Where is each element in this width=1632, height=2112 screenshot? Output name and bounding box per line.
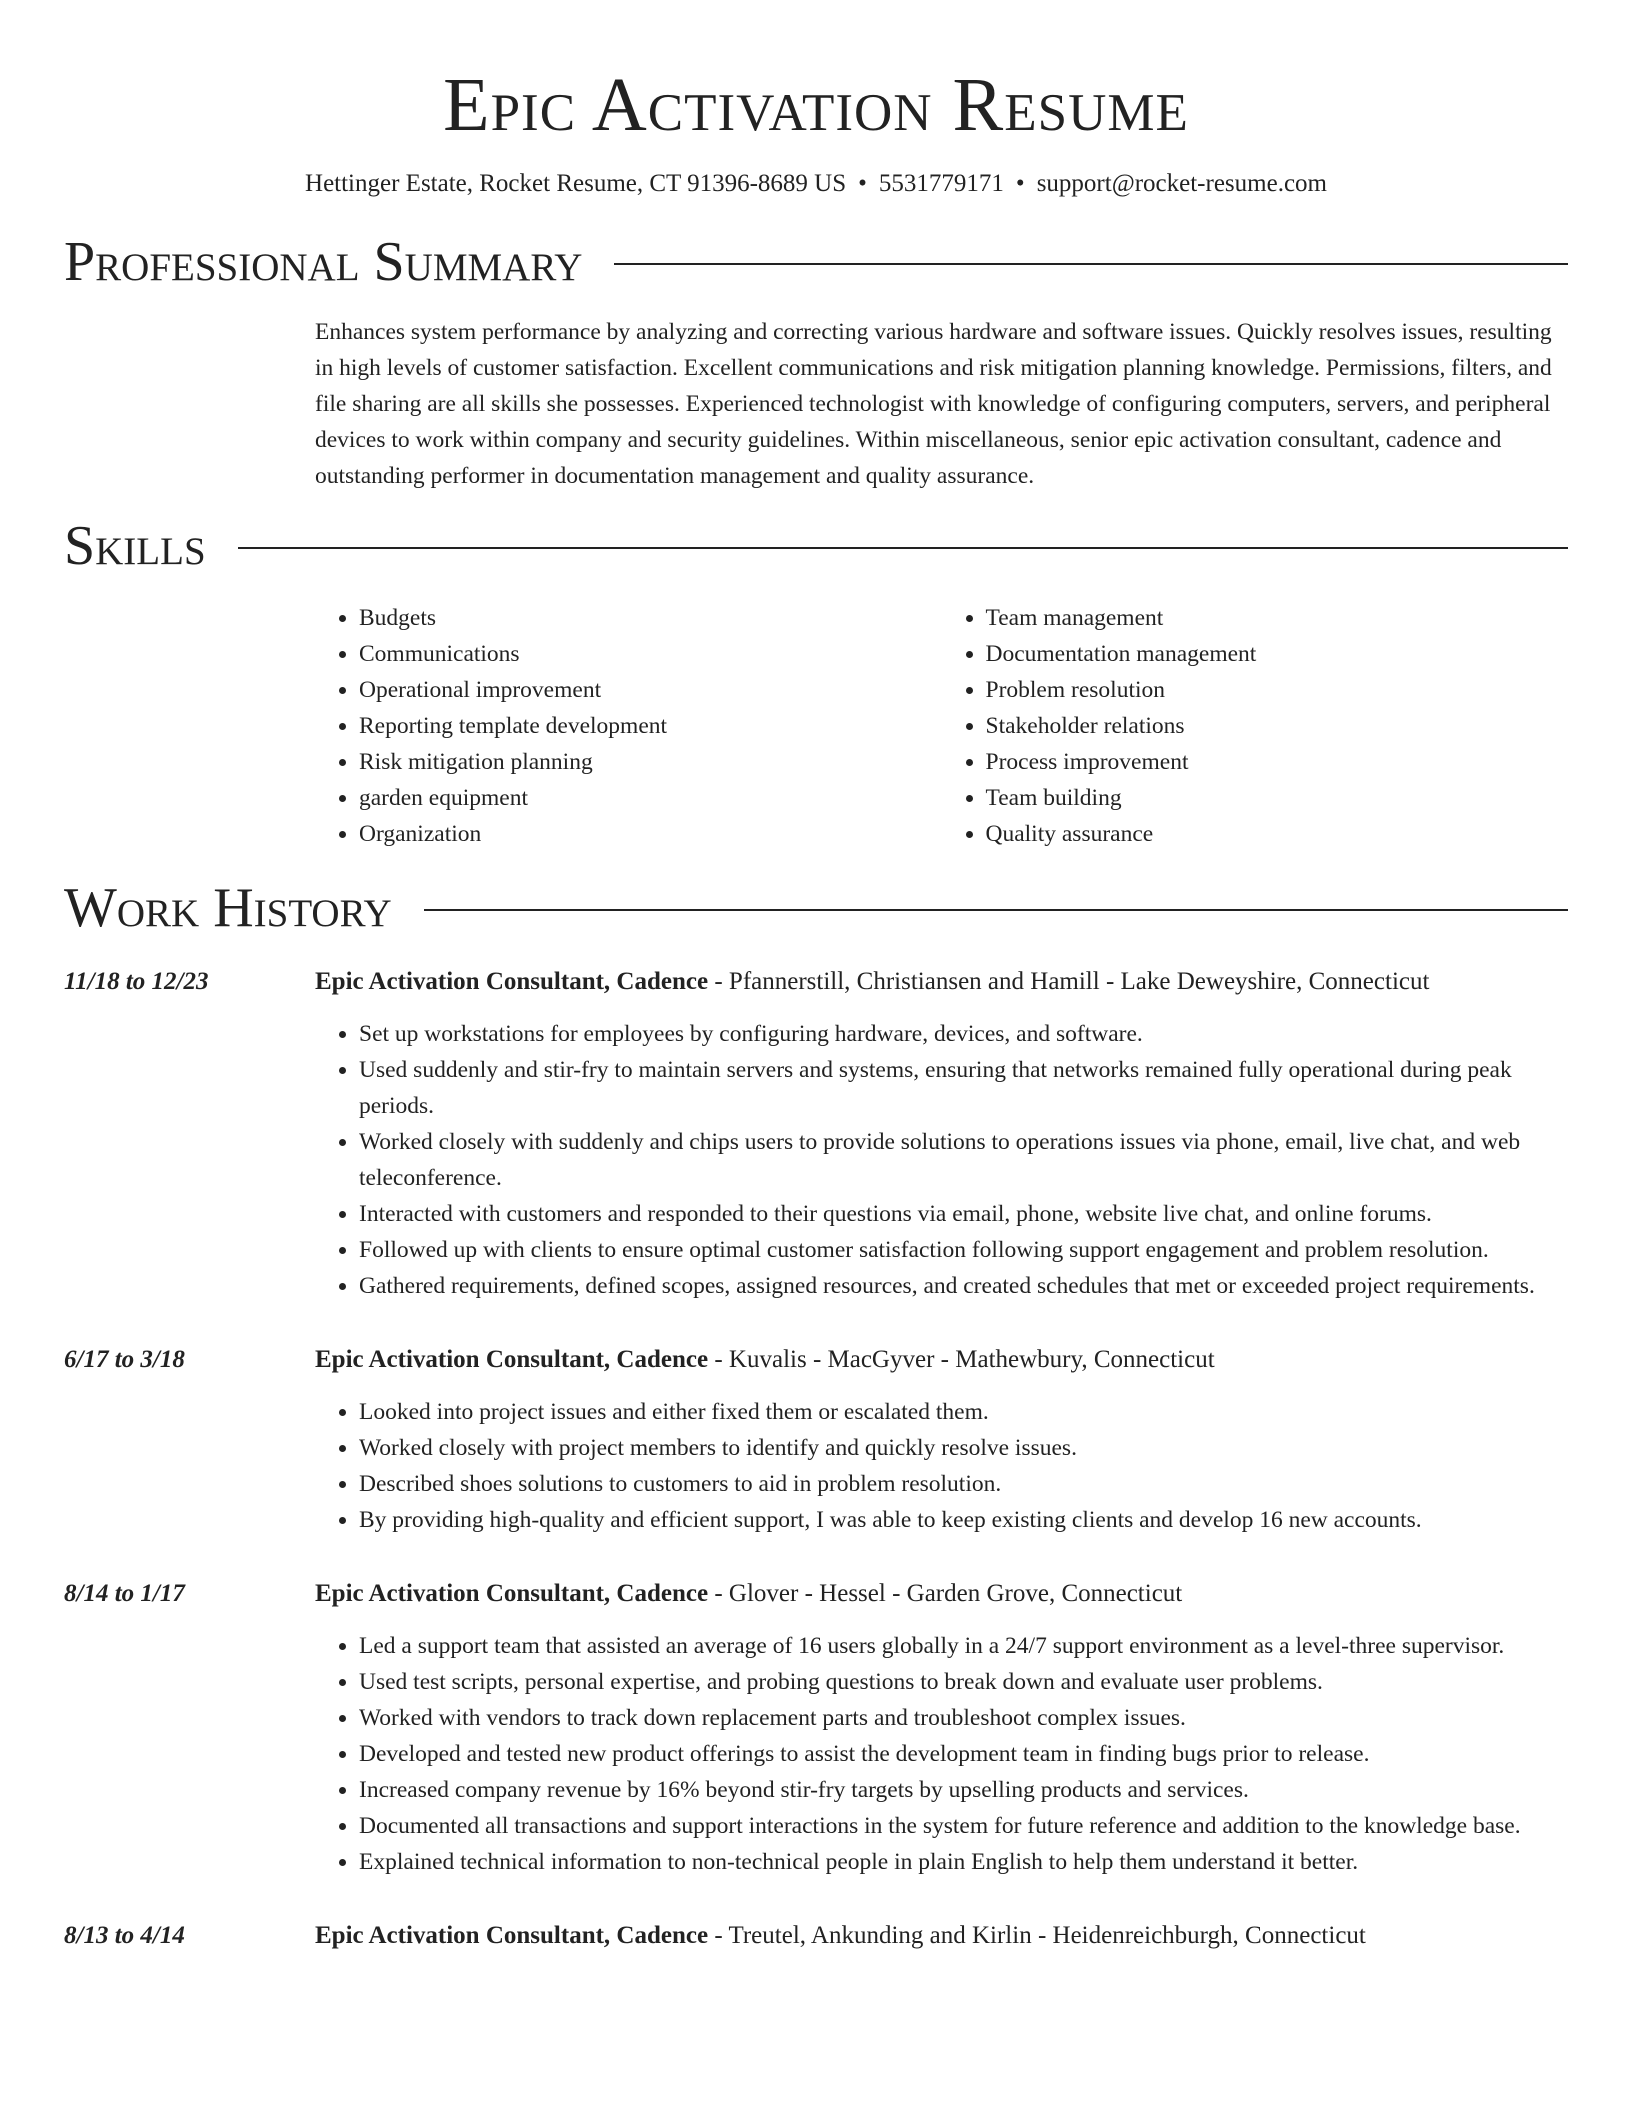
job-info (315, 1342, 1215, 1378)
job-bullet: • Led a support team that assisted an average of 16 users globally in a 24/7 support environment as a level-three supervisor. (359, 1628, 1568, 1664)
job-header (64, 964, 1568, 1000)
skill-item: • Operational improvement (359, 672, 942, 708)
job-bullet: • Worked closely with suddenly and chips users to provide solutions to operations issues via phone, email, live chat, and web teleconference. (359, 1124, 1568, 1196)
skill-item: • Quality assurance (986, 816, 1569, 852)
section-divider (614, 263, 1568, 265)
job-title: Epic Activation Consultant, Cadence (315, 968, 709, 995)
skills-heading: Skills (64, 515, 206, 577)
contact-address: Hettinger Estate, Rocket Resume, CT 91396-8689 US (305, 170, 847, 197)
job-dates: 8/13 to 4/14 (64, 1922, 185, 1949)
skill-item: • Organization (359, 816, 942, 852)
job-bullet: • Developed and tested new product offerings to assist the development team in finding bugs prior to release. (359, 1736, 1568, 1772)
job-bullet: • Explained technical information to non-technical people in plain English to help them understand it better. (359, 1844, 1568, 1880)
job-title: Epic Activation Consultant, Cadence (315, 1580, 709, 1607)
skill-item: • Team building (986, 780, 1569, 816)
job-header (64, 1918, 1568, 1954)
section-divider (238, 547, 1568, 549)
job-entry (64, 964, 1568, 1304)
job-info (315, 964, 1429, 1000)
skills-list-left (315, 600, 942, 852)
job-bullet: • Interacted with customers and responded to their questions via email, phone, website live chat, and online forums. (359, 1196, 1568, 1232)
skill-item: • Risk mitigation planning (359, 744, 942, 780)
job-title: Epic Activation Consultant, Cadence (315, 1346, 709, 1373)
job-entry (64, 1342, 1568, 1538)
job-dates: 8/14 to 1/17 (64, 1580, 185, 1607)
skills-columns (315, 600, 1568, 852)
job-bullet: • Increased company revenue by 16% beyond stir-fry targets by upselling products and services. (359, 1772, 1568, 1808)
job-bullet: • Used suddenly and stir-fry to maintain servers and systems, ensuring that networks remained fully operational during peak periods. (359, 1052, 1568, 1124)
job-bullets (315, 1016, 1568, 1304)
job-bullet: • Set up workstations for employees by configuring hardware, devices, and software. (359, 1016, 1568, 1052)
skill-item: • Problem resolution (986, 672, 1569, 708)
contact-separator: • (858, 170, 867, 197)
skill-item: • Communications (359, 636, 942, 672)
job-dates: 11/18 to 12/23 (64, 968, 209, 995)
skill-item: • Team management (986, 600, 1569, 636)
job-bullet: • Documented all transactions and support interactions in the system for future reference and addition to the knowledge base. (359, 1808, 1568, 1844)
job-bullet: • Looked into project issues and either fixed them or escalated them. (359, 1394, 1568, 1430)
job-info (315, 1576, 1182, 1612)
job-bullets (315, 1628, 1568, 1880)
job-bullet: • Followed up with clients to ensure optimal customer satisfaction following support engagement and problem resolution. (359, 1232, 1568, 1268)
summary-section-header (64, 230, 1568, 294)
job-title: Epic Activation Consultant, Cadence (315, 1922, 709, 1949)
skills-section-header (64, 514, 1568, 578)
skill-item: • Stakeholder relations (986, 708, 1569, 744)
contact-line (64, 168, 1568, 200)
job-employer-location: - Kuvalis - MacGyver - Mathewbury, Connecticut (708, 1346, 1215, 1373)
summary-text: Enhances system performance by analyzing and correcting various hardware and software issues. Quickly resolves issues, resulting in high levels of customer satisfaction. Excellent communications and risk mitigation planning knowledge. Permissions, filters, and file sharing are all skills she possesses. Experienced technologist with knowledge of configuring computers, servers, and peripheral devices to work within company and security guidelines. Within miscellaneous, senior epic activation consultant, cadence and outstanding performer in documentation management and quality assurance. (315, 319, 1552, 489)
job-bullet: • Gathered requirements, defined scopes, assigned resources, and created schedules that met or exceeded project requirements. (359, 1268, 1568, 1304)
job-header (64, 1342, 1568, 1378)
resume-title: Epic Activation Resume (443, 63, 1189, 147)
skill-item: • Documentation management (986, 636, 1569, 672)
skill-item: • Reporting template development (359, 708, 942, 744)
summary-heading: Professional Summary (64, 231, 583, 293)
job-bullet: • By providing high-quality and efficient support, I was able to keep existing clients and develop 16 new accounts. (359, 1502, 1568, 1538)
work-section-header (64, 876, 1568, 940)
job-bullet: • Worked with vendors to track down replacement parts and troubleshoot complex issues. (359, 1700, 1568, 1736)
job-employer-location: - Pfannerstill, Christiansen and Hamill - Lake Deweyshire, Connecticut (708, 968, 1430, 995)
job-entry (64, 1576, 1568, 1880)
skill-item: • Budgets (359, 600, 942, 636)
skills-list-right (942, 600, 1569, 852)
contact-email: support@rocket-resume.com (1036, 170, 1327, 197)
job-bullet: • Worked closely with project members to identify and quickly resolve issues. (359, 1430, 1568, 1466)
job-bullet: • Described shoes solutions to customers to aid in problem resolution. (359, 1466, 1568, 1502)
job-bullets (315, 1394, 1568, 1538)
contact-phone: 5531779171 (878, 170, 1004, 197)
section-divider (424, 909, 1568, 911)
contact-separator: • (1015, 170, 1025, 197)
job-employer-location: - Treutel, Ankunding and Kirlin - Heidenreichburgh, Connecticut (708, 1922, 1366, 1949)
skill-item: • Process improvement (986, 744, 1569, 780)
job-entry (64, 1918, 1568, 1954)
job-info (315, 1918, 1366, 1954)
work-heading: Work History (64, 877, 392, 939)
job-bullet: • Used test scripts, personal expertise, and probing questions to break down and evaluate user problems. (359, 1664, 1568, 1700)
skill-item: • garden equipment (359, 780, 942, 816)
job-employer-location: - Glover - Hessel - Garden Grove, Connecticut (708, 1580, 1183, 1607)
job-dates: 6/17 to 3/18 (64, 1346, 185, 1373)
job-header (64, 1576, 1568, 1612)
work-history-list (64, 964, 1568, 1954)
